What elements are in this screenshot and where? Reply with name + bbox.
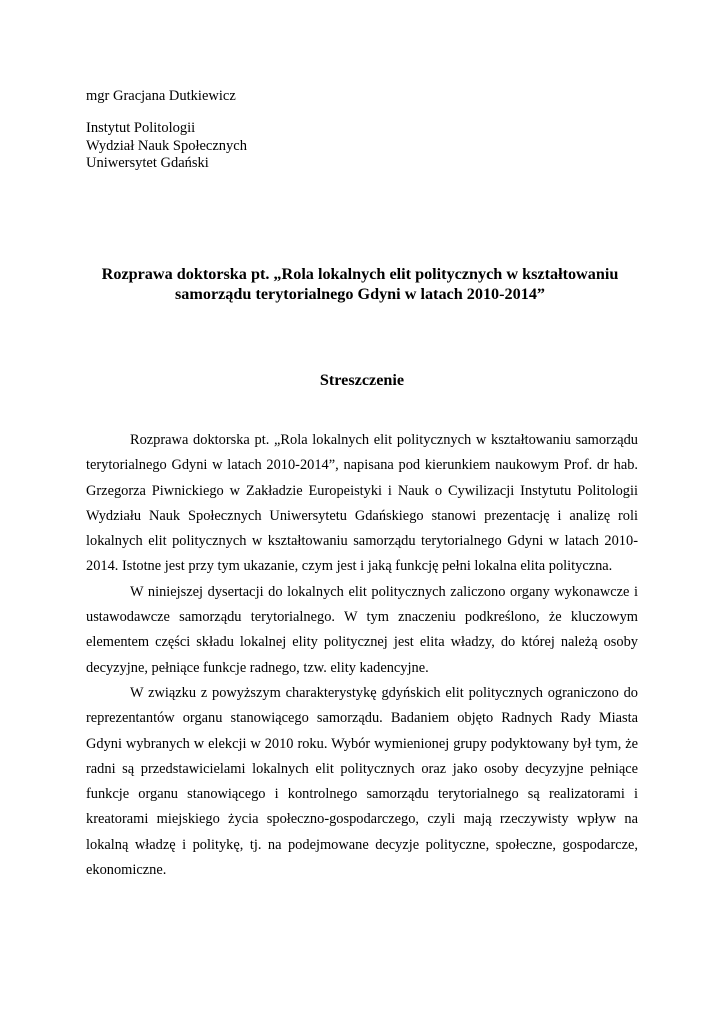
author-name: mgr Gracjana Dutkiewicz xyxy=(86,88,236,104)
paragraph-2: W niniejszej dysertacji do lokalnych elit politycznych zaliczono organy wykonawcze i ustawodawcze samorządu terytorialnego. W tym znaczeniu podkreślono, że kluczowym elementem części składu lokalnej elity politycznej jest elita władzy, do której należą osoby decyzyjne, pełniące funkcje radnego, tzw. elity kadencyjne. xyxy=(86,583,638,676)
affiliation-institute: Instytut Politologii xyxy=(86,120,196,136)
paragraph-1: Rozprawa doktorska pt. „Rola lokalnych elit politycznych w kształtowaniu samorządu terytorialnego Gdyni w latach 2010-2014”, napisana pod kierunkiem naukowym Prof. dr hab. Grzegorza Piwnickiego w Zakładzie Europeistyki i Nauk o Cywilizacji Instytutu Politologii Wydziału Nauk Społecznych Uniwersytetu Gdańskiego stanowi prezentację i analizę roli lokalnych elit politycznych w kształtowaniu samorządu terytorialnego Gdyni w latach 2010-2014. Istotne jest przy tym ukazanie, czym jest i jaką funkcję pełni lokalna elita polityczna. xyxy=(86,432,638,575)
paragraph-3: W związku z powyższym charakterystykę gdyńskich elit politycznych ograniczono do reprezentantów organu stanowiącego samorządu. Badaniem objęto Radnych Rady Miasta Gdyni wybranych w elekcji w 2010 roku. Wybór wymienionej grupy podyktowany był tym, że radni są przedstawicielami lokalnych elit politycznych oraz jako osoby decyzyjne pełniące funkcje organu stanowiącego i kontrolnego samorządu terytorialnego są realizatorami i kreatorami miejskiego życia społeczno-gospodarczego, czyli mają rzeczywisty wpływ na lokalną władzę i politykę, tj. na podejmowane decyzje polityczne, społeczne, gospodarcze, ekonomiczne. xyxy=(86,684,638,879)
thesis-title-line-2: samorządu terytorialnego Gdyni w latach 2010-2014” xyxy=(174,285,546,303)
affiliation-block xyxy=(86,120,247,173)
section-heading: Streszczenie xyxy=(319,371,405,389)
thesis-title-line-1: Rozprawa doktorska pt. „Rola lokalnych elit politycznych w kształtowaniu xyxy=(101,265,619,283)
thesis-title xyxy=(86,264,634,304)
affiliation-faculty: Wydział Nauk Społecznych xyxy=(86,137,247,154)
abstract-body xyxy=(86,428,638,883)
affiliation-university: Uniwersytet Gdański xyxy=(86,155,209,171)
